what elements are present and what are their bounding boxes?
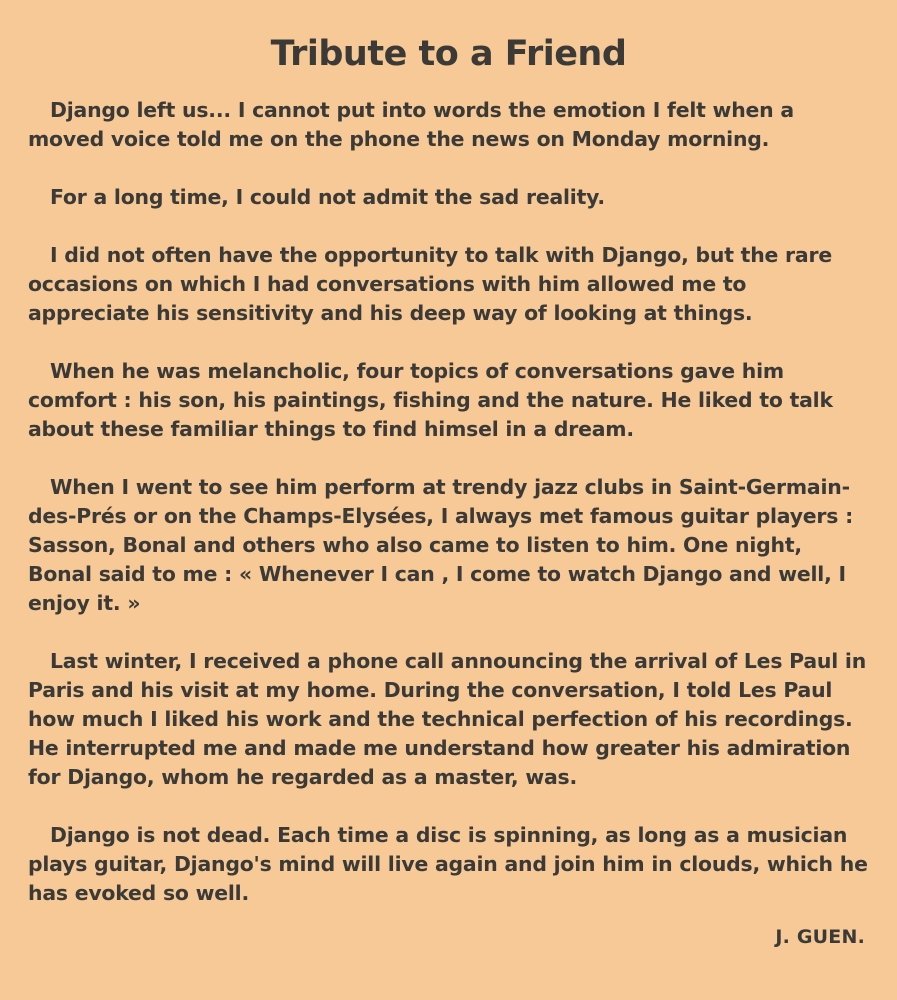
paragraph-7: Django is not dead. Each time a disc is spinning, as long as a musician plays guitar, Django's mind will live again and join him in clouds, which he has evoked so well. (28, 823, 868, 905)
paragraph-6: Last winter, I received a phone call announcing the arrival of Les Paul in Paris and his visit at my home. During the conversation, I told Les Paul how much I liked his work and the technical perfection of his recordings. He interrupted me and made me understand how greater his admiration for Django, whom he regarded as a master, was. (28, 649, 867, 789)
paragraph-3: I did not often have the opportunity to talk with Django, but the rare occasions on which I had conversations with him allowed me to appreciate his sensitivity and his deep way of looking at things. (28, 243, 832, 325)
paragraph-5: When I went to see him perform at trendy jazz clubs in Saint-Germain-des-Prés or on the Champs-Elysées, I always met famous guitar players : Sasson, Bonal and others who also came to listen to him. One night, Bonal said to me : « Whenever I can , I come to watch Django and well, I enjoy it. » (28, 475, 854, 615)
page-title: Tribute to a Friend (270, 34, 627, 74)
paragraph-1: Django left us... I cannot put into words the emotion I felt when a moved voice told me on the phone the news on Monday morning. (28, 98, 794, 151)
author-signature: J. GUEN. (775, 926, 865, 948)
paragraph-2: For a long time, I could not admit the sad reality. (50, 185, 605, 209)
article-body (28, 96, 869, 908)
paragraph-4: When he was melancholic, four topics of conversations gave him comfort : his son, his paintings, fishing and the nature. He liked to talk about these familiar things to find himsel in a dream. (28, 359, 833, 441)
